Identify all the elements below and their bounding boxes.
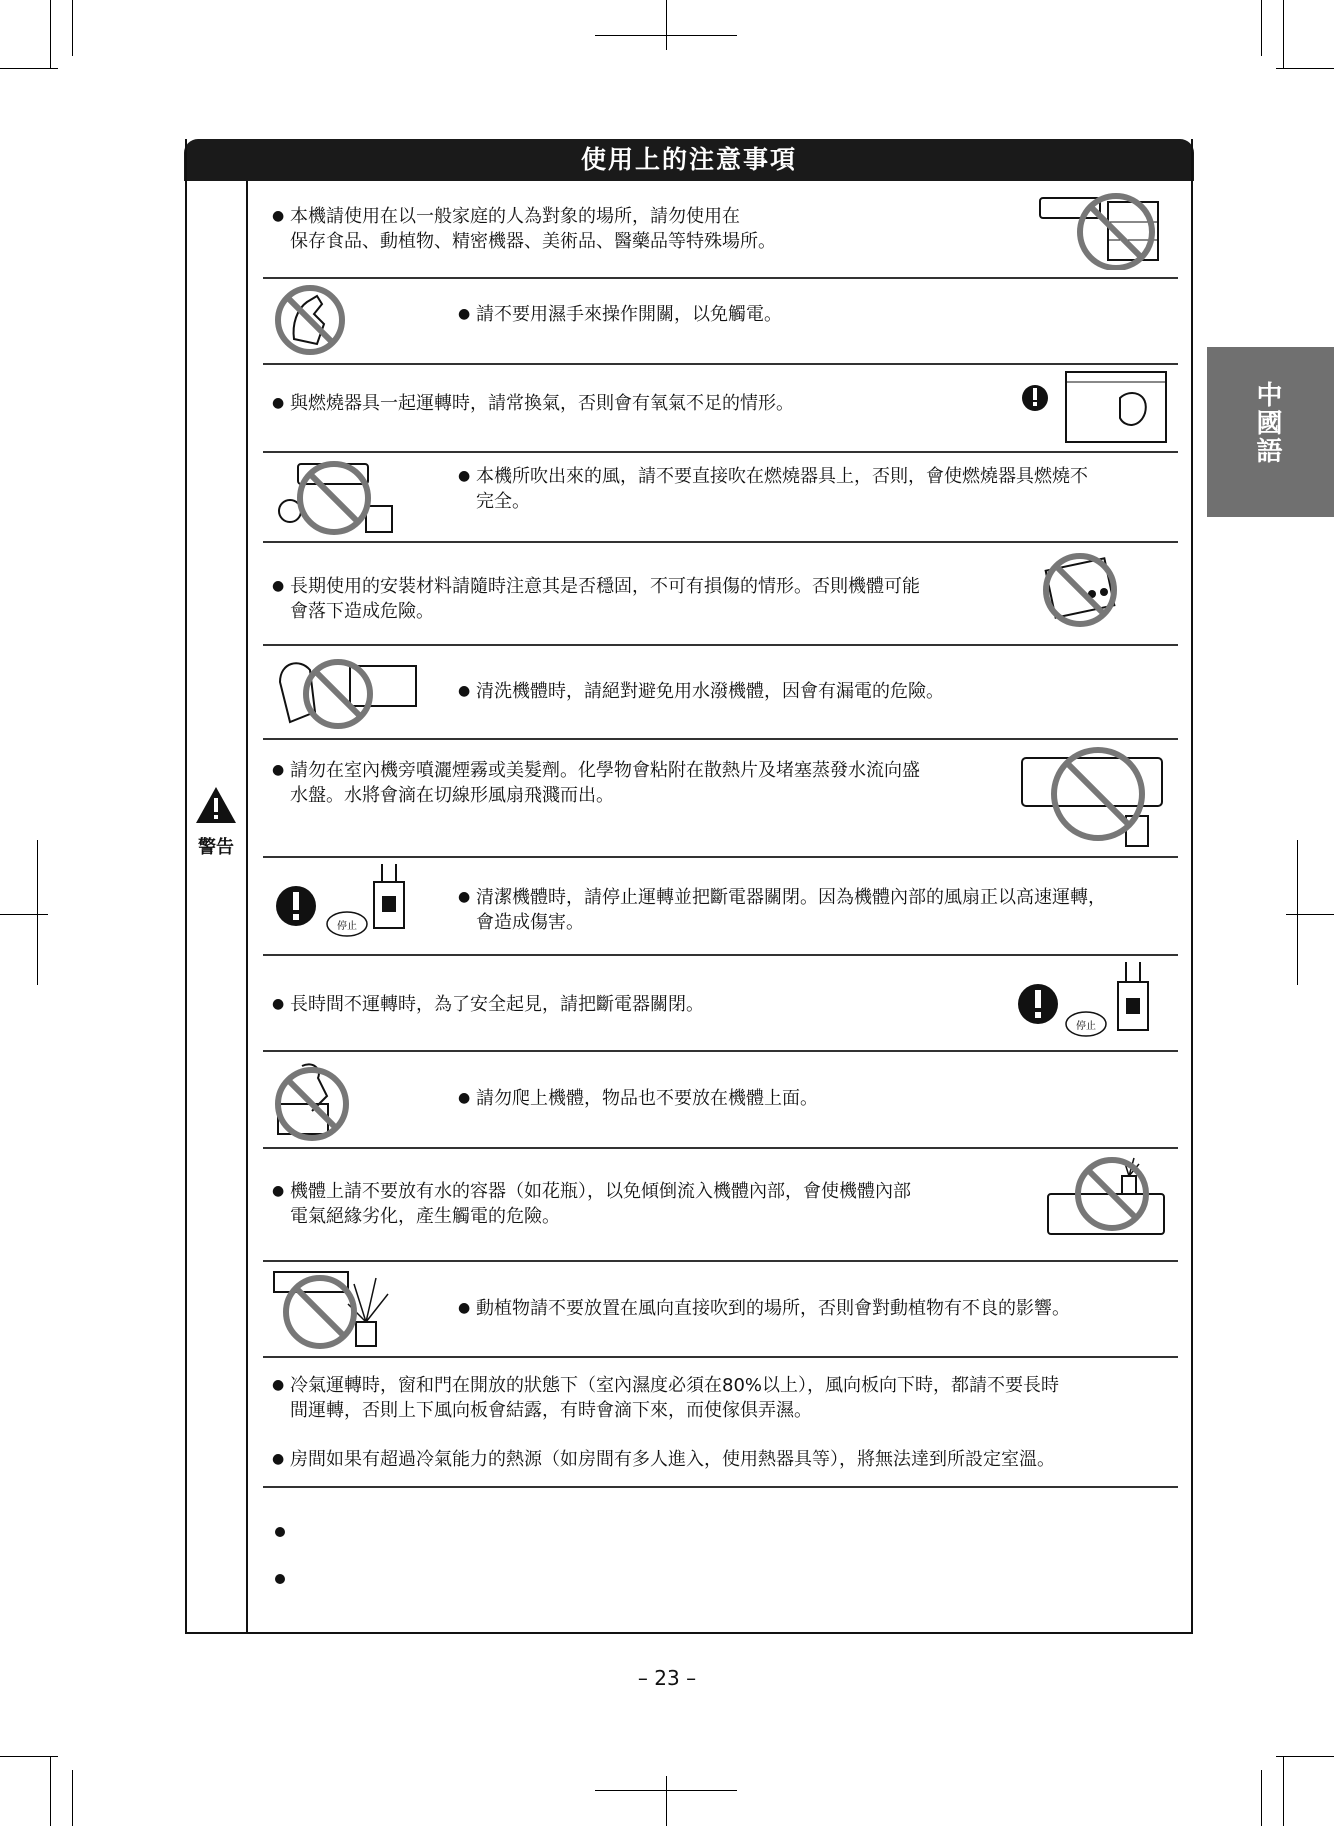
page-number: – 23 – — [637, 1666, 697, 1690]
column-divider — [246, 181, 248, 1633]
caution-item: ● 清洗機體時，請絕對避免用水潑機體，因會有漏電的危險。 — [458, 681, 944, 702]
no-wind-on-heater-illustration — [278, 456, 418, 538]
caution-item: ● 請勿在室內機旁噴灑煙霧或美髮劑。化學物會粘附在散熱片及堵塞蒸發水流向盛 水盤。水將會滴在切線形風扇飛濺而出。 — [272, 760, 920, 806]
caution-item: ● 長期使用的安裝材料請隨時注意其是否穩固，不可有損傷的情形。否則機體可能 會落下造成危險。 — [272, 576, 920, 622]
no-spray-illustration — [1016, 744, 1166, 850]
breaker-off-illustration — [272, 862, 422, 938]
separator — [263, 1147, 1178, 1149]
separator — [263, 954, 1178, 956]
breaker-off-illustration — [1014, 960, 1164, 1050]
separator — [263, 363, 1178, 365]
separator — [263, 856, 1178, 858]
caution-item: ● 冷氣運轉時，窗和門在開放的狀態下（室內濕度必須在80%以上），風向板向下時，都請不要長時 間運轉，否則上下風向板會結露，有時會滴下來，而使傢俱弄濕。 — [272, 1375, 1060, 1421]
warning-triangle-icon — [194, 785, 238, 825]
separator — [263, 1260, 1178, 1262]
caution-item: ● 請不要用濕手來操作開關，以免觸電。 — [458, 304, 782, 325]
falling-unit-illustration — [1010, 546, 1170, 640]
empty-bullet — [275, 1574, 285, 1584]
no-water-wash-illustration — [270, 652, 420, 734]
no-vase-on-unit-illustration — [1044, 1154, 1168, 1240]
caution-item: ● 長時間不運轉時，為了安全起見，請把斷電器關閉。 — [272, 994, 704, 1015]
separator — [263, 277, 1178, 279]
no-climbing-icon — [272, 1056, 352, 1144]
language-tab-label: 中國語 — [1252, 381, 1282, 465]
separator — [263, 1356, 1178, 1358]
caution-item: ● 本機請使用在以一般家庭的人為對象的場所，請勿使用在 保存食品、動植物、精密機器、美術品、醫藥品等特殊場所。 — [272, 206, 776, 252]
caution-item: ● 清潔機體時，請停止運轉並把斷電器關閉。因為機體內部的風扇正以高速運轉， 會造成傷害。 — [458, 887, 1106, 933]
caution-item: ● 動植物請不要放置在風向直接吹到的場所，否則會對動植物有不良的影響。 — [458, 1298, 1070, 1319]
caution-item: ● 本機所吹出來的風，請不要直接吹在燃燒器具上，否則，會使燃燒器具燃燒不 完全。 — [458, 466, 1088, 512]
no-wind-on-plants-illustration — [272, 1264, 396, 1352]
empty-bullet — [275, 1527, 285, 1537]
caution-item: ● 請勿爬上機體，物品也不要放在機體上面。 — [458, 1088, 818, 1109]
stop-label: 停止 — [1076, 1021, 1096, 1032]
caution-item: ● 與燃燒器具一起運轉時，請常換氣，否則會有氧氣不足的情形。 — [272, 393, 794, 414]
language-tab — [1207, 347, 1334, 517]
separator — [263, 451, 1178, 453]
separator — [263, 1050, 1178, 1052]
caution-item: ● 房間如果有超過冷氣能力的熱源（如房間有多人進入，使用熱器具等），將無法達到所設定室溫。 — [272, 1449, 1055, 1470]
caution-item: ● 機體上請不要放有水的容器（如花瓶），以免傾倒流入機體內部，會使機體內部 電氣絕緣劣化，產生觸電的危險。 — [272, 1181, 911, 1227]
stop-label: 停止 — [337, 921, 357, 932]
ventilation-illustration — [1020, 368, 1170, 448]
page-title: 使用上的注意事項 — [184, 139, 1194, 181]
separator — [263, 738, 1178, 740]
separator — [263, 1486, 1178, 1488]
separator — [263, 541, 1178, 543]
no-wet-hands-icon — [272, 284, 348, 356]
separator — [263, 644, 1178, 646]
warning-label: 警告 — [198, 837, 234, 858]
warning-column — [185, 785, 247, 859]
prohibited-storage-illustration — [1038, 190, 1168, 270]
